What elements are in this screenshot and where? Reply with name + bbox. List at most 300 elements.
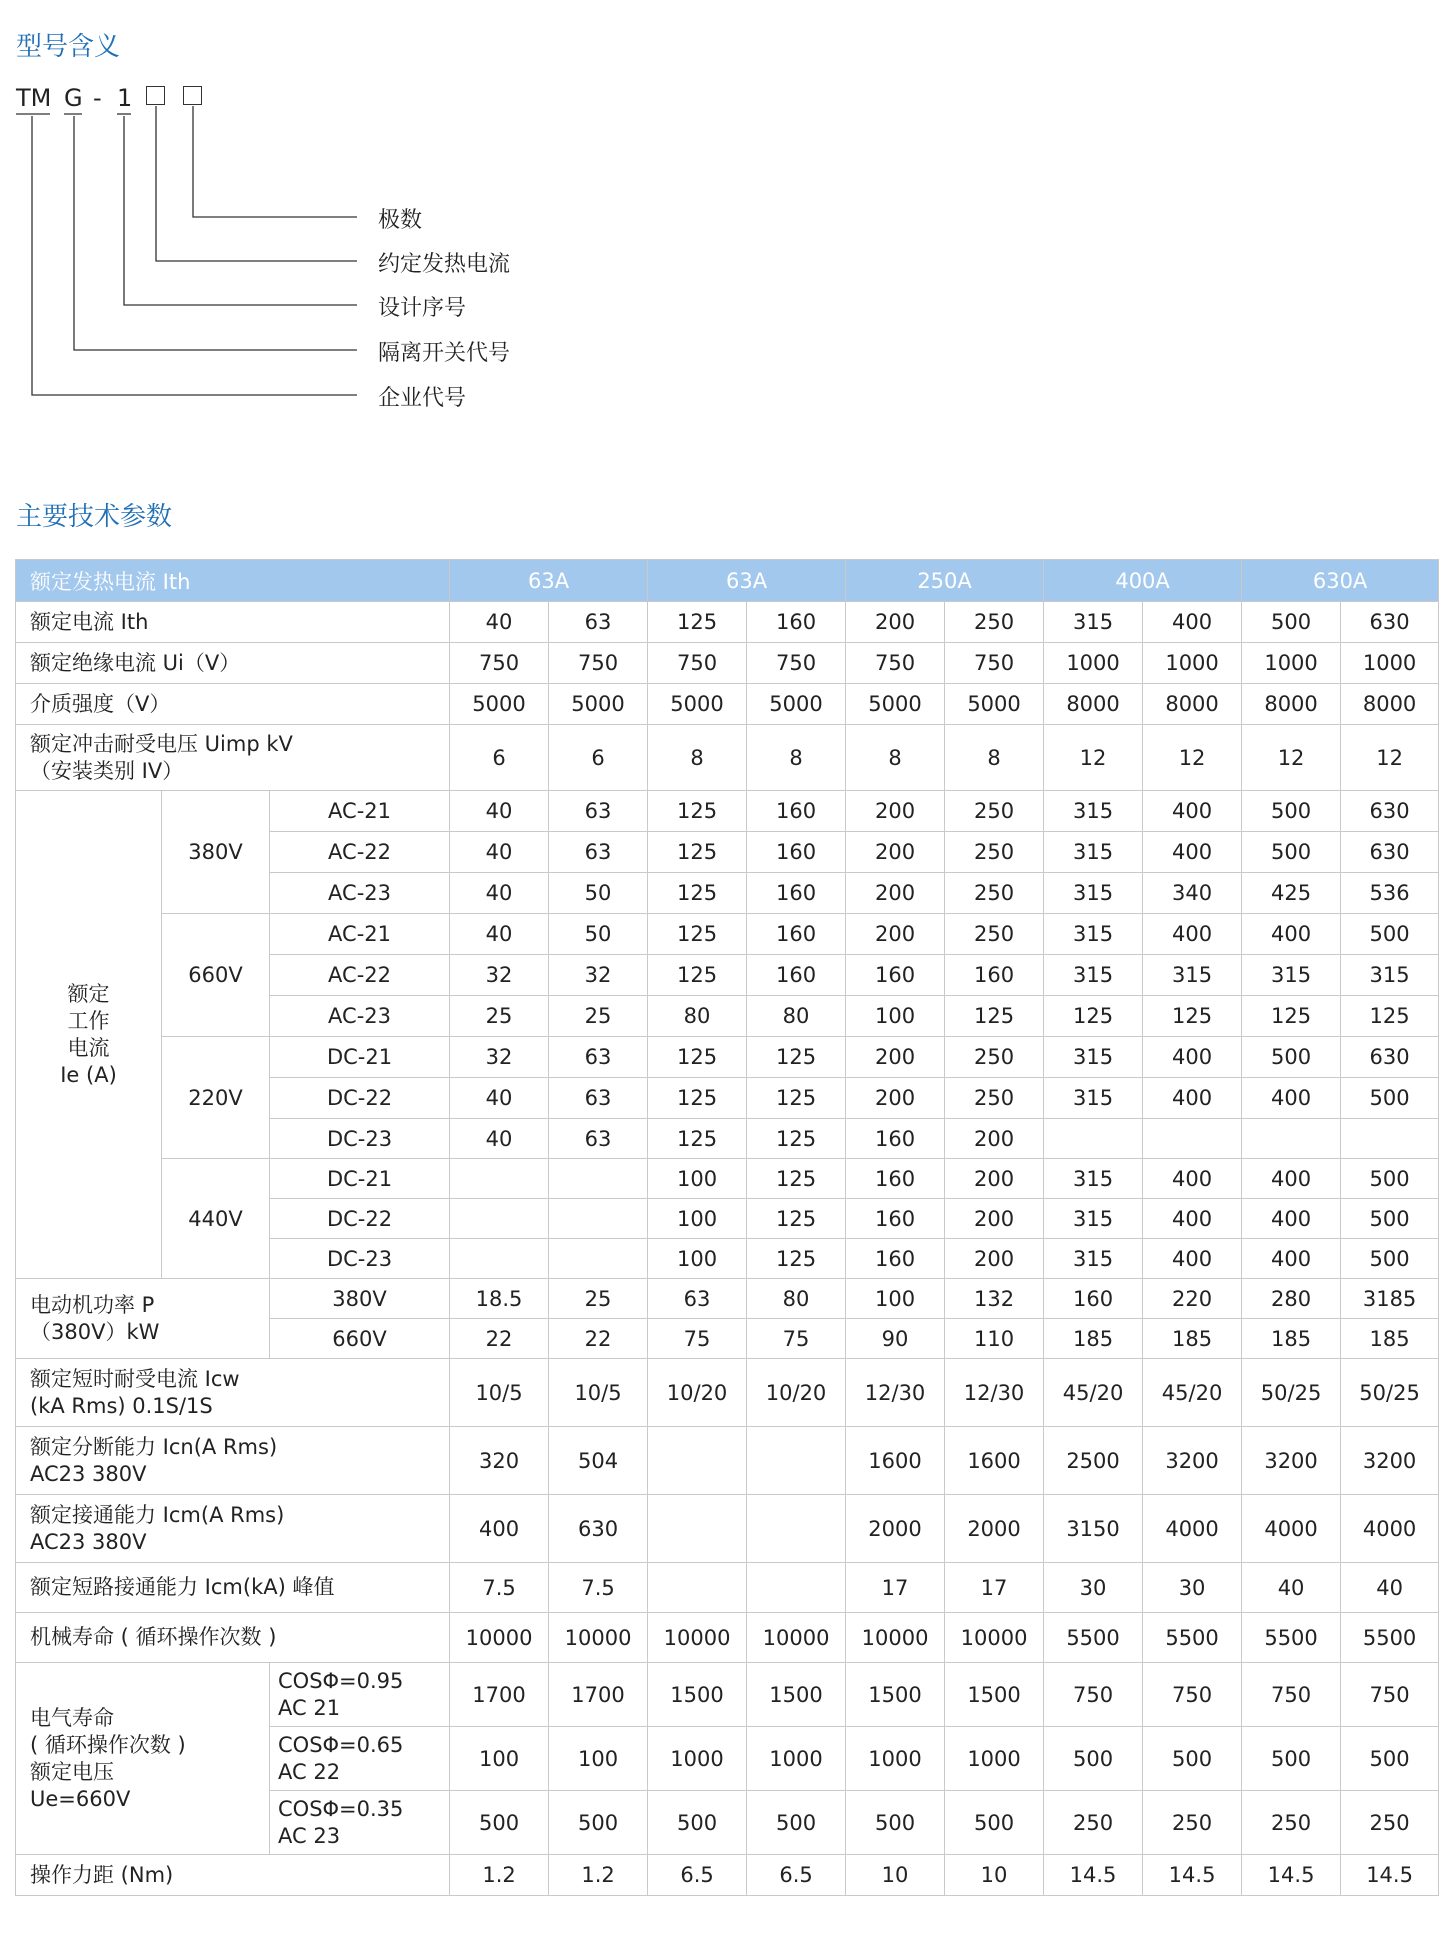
row-label-line2: （安装类别 IV） — [30, 758, 184, 783]
cell: 125 — [648, 955, 747, 996]
category-label: DC-22 — [270, 1199, 450, 1239]
cell: 160 — [747, 873, 846, 914]
condition-line: COSΦ=0.95 — [278, 1668, 404, 1693]
cell: 80 — [747, 1279, 846, 1319]
cell: 6 — [549, 725, 648, 791]
cell: 185 — [1143, 1319, 1242, 1359]
cell: 12/30 — [846, 1359, 945, 1427]
cell: 125 — [648, 602, 747, 643]
cell: 500 — [450, 1791, 549, 1855]
cell: 630 — [1341, 791, 1439, 832]
cell: 160 — [846, 1199, 945, 1239]
code-dash: - — [93, 84, 102, 112]
cell: 125 — [747, 1119, 846, 1159]
cell — [1143, 1119, 1242, 1159]
cell: 500 — [549, 1791, 648, 1855]
cell: 200 — [846, 602, 945, 643]
row-label-line1: 额定冲击耐受电压 Uimp kV — [30, 731, 293, 756]
cell: 14.5 — [1242, 1855, 1341, 1896]
cell: 160 — [747, 602, 846, 643]
cell: 40 — [450, 791, 549, 832]
cell: 200 — [846, 1078, 945, 1119]
cell: 315 — [1044, 1239, 1143, 1279]
row-label-line2: （380V）kW — [30, 1319, 160, 1344]
cell: 500 — [1242, 1037, 1341, 1078]
table-row — [16, 1427, 1439, 1495]
cell: 400 — [1143, 1159, 1242, 1199]
cell: 75 — [648, 1319, 747, 1359]
cell: 5000 — [945, 684, 1044, 725]
cell: 8 — [648, 725, 747, 791]
work-current-label — [16, 791, 162, 1279]
cell: 125 — [1143, 996, 1242, 1037]
cell: 8000 — [1044, 684, 1143, 725]
cell: 22 — [549, 1319, 648, 1359]
cell: 1500 — [846, 1663, 945, 1727]
category-label: AC-21 — [270, 791, 450, 832]
cell: 504 — [549, 1427, 648, 1495]
code-enterprise: TM — [16, 84, 52, 112]
cell — [450, 1239, 549, 1279]
cell: 500 — [1242, 791, 1341, 832]
cell: 315 — [1044, 914, 1143, 955]
cell: 1700 — [450, 1663, 549, 1727]
cell: 315 — [1143, 955, 1242, 996]
cell: 500 — [1341, 1727, 1439, 1791]
cell: 1000 — [648, 1727, 747, 1791]
cell: 125 — [648, 1037, 747, 1078]
cell: 160 — [747, 914, 846, 955]
table-row — [16, 914, 1439, 955]
cell — [450, 1199, 549, 1239]
cell: 160 — [846, 955, 945, 996]
cell: 400 — [1242, 1199, 1341, 1239]
condition-line: AC 22 — [278, 1759, 341, 1784]
cell: 17 — [945, 1563, 1044, 1613]
cell: 125 — [747, 1239, 846, 1279]
cell: 400 — [1242, 914, 1341, 955]
cell: 63 — [549, 602, 648, 643]
row-label-line1: 额定分断能力 Icn(A Rms) — [30, 1434, 278, 1459]
cell: 5500 — [1242, 1613, 1341, 1663]
cell: 8000 — [1143, 684, 1242, 725]
cell: 750 — [450, 643, 549, 684]
cell: 200 — [945, 1239, 1044, 1279]
header-group: 63A — [648, 560, 846, 602]
cell: 6.5 — [648, 1855, 747, 1896]
work-current-label-line: 工作 — [67, 1008, 110, 1033]
cell: 250 — [945, 832, 1044, 873]
cell: 750 — [648, 643, 747, 684]
cell: 8 — [945, 725, 1044, 791]
cell: 132 — [945, 1279, 1044, 1319]
cell: 125 — [747, 1037, 846, 1078]
category-label: DC-22 — [270, 1078, 450, 1119]
cell: 340 — [1143, 873, 1242, 914]
cell: 160 — [846, 1119, 945, 1159]
condition-line: AC 21 — [278, 1695, 341, 1720]
table-row — [16, 725, 1439, 791]
table-row — [16, 1563, 1439, 1613]
table-row — [16, 1279, 1439, 1319]
cell — [1341, 1119, 1439, 1159]
table-row — [16, 791, 1439, 832]
cell: 6 — [450, 725, 549, 791]
cell: 315 — [1044, 955, 1143, 996]
cell: 1.2 — [450, 1855, 549, 1896]
cell: 200 — [846, 914, 945, 955]
cell: 12 — [1044, 725, 1143, 791]
cell: 400 — [1143, 1199, 1242, 1239]
cell: 30 — [1044, 1563, 1143, 1613]
cell: 750 — [1242, 1663, 1341, 1727]
category-label: DC-21 — [270, 1037, 450, 1078]
cell: 1000 — [1143, 643, 1242, 684]
cell: 160 — [747, 791, 846, 832]
row-label-line2: AC23 380V — [30, 1529, 147, 1554]
cell: 315 — [1341, 955, 1439, 996]
header-group: 630A — [1242, 560, 1439, 602]
cell: 5000 — [549, 684, 648, 725]
table-header-row — [16, 560, 1439, 602]
cell: 315 — [1044, 1159, 1143, 1199]
cell: 125 — [648, 873, 747, 914]
cell: 18.5 — [450, 1279, 549, 1319]
cell: 40 — [450, 914, 549, 955]
row-label — [16, 725, 450, 791]
cell: 10 — [846, 1855, 945, 1896]
section-title-tech-params: 主要技术参数 — [16, 502, 173, 532]
cell: 100 — [648, 1199, 747, 1239]
cell: 500 — [1341, 1159, 1439, 1199]
cell: 63 — [549, 1078, 648, 1119]
cell: 7.5 — [549, 1563, 648, 1613]
cell: 4000 — [1143, 1495, 1242, 1563]
cell: 10000 — [846, 1613, 945, 1663]
cell: 1000 — [1341, 643, 1439, 684]
cell: 10/5 — [450, 1359, 549, 1427]
cell: 12 — [1242, 725, 1341, 791]
row-label: 机械寿命 ( 循环操作次数 ) — [16, 1613, 450, 1663]
code-isolator: G — [64, 84, 83, 112]
cell: 8 — [846, 725, 945, 791]
cell: 63 — [549, 832, 648, 873]
cell: 12/30 — [945, 1359, 1044, 1427]
cell: 7.5 — [450, 1563, 549, 1613]
cell: 250 — [945, 914, 1044, 955]
work-current-label-line: 电流 — [67, 1035, 110, 1060]
cell: 32 — [450, 1037, 549, 1078]
cell: 500 — [1242, 1727, 1341, 1791]
cell: 200 — [945, 1199, 1044, 1239]
category-label: AC-22 — [270, 832, 450, 873]
legend-rated-thermal-current: 约定发热电流 — [378, 252, 511, 277]
legend-isolator-code: 隔离开关代号 — [378, 341, 511, 366]
cell: 315 — [1242, 955, 1341, 996]
tech-params-table — [15, 559, 1439, 1896]
cell: 400 — [1143, 914, 1242, 955]
table-row — [16, 684, 1439, 725]
cell: 14.5 — [1341, 1855, 1439, 1896]
cell: 500 — [1143, 1727, 1242, 1791]
table-row — [16, 602, 1439, 643]
cell — [549, 1159, 648, 1199]
cell: 40 — [450, 873, 549, 914]
cell: 125 — [1242, 996, 1341, 1037]
cell: 2500 — [1044, 1427, 1143, 1495]
cell: 10000 — [648, 1613, 747, 1663]
row-label-line2: AC23 380V — [30, 1461, 147, 1486]
cell: 25 — [450, 996, 549, 1037]
cell: 4000 — [1242, 1495, 1341, 1563]
category-label: AC-21 — [270, 914, 450, 955]
row-label-line1: 额定短时耐受电流 Icw — [30, 1366, 240, 1391]
cell: 30 — [1143, 1563, 1242, 1613]
cell: 400 — [1242, 1239, 1341, 1279]
voltage-label: 380V — [270, 1279, 450, 1319]
cell: 100 — [648, 1159, 747, 1199]
cell: 160 — [846, 1239, 945, 1279]
condition-line: COSΦ=0.35 — [278, 1796, 404, 1821]
cell: 125 — [945, 996, 1044, 1037]
cell: 4000 — [1341, 1495, 1439, 1563]
cell: 400 — [1143, 832, 1242, 873]
cell: 12 — [1341, 725, 1439, 791]
header-group: 400A — [1044, 560, 1242, 602]
cell: 50/25 — [1242, 1359, 1341, 1427]
cell: 750 — [747, 643, 846, 684]
cell: 750 — [945, 643, 1044, 684]
cell: 315 — [1044, 1199, 1143, 1239]
cell: 500 — [1242, 602, 1341, 643]
cell: 3200 — [1341, 1427, 1439, 1495]
cell: 8000 — [1341, 684, 1439, 725]
cell: 1000 — [945, 1727, 1044, 1791]
cell: 25 — [549, 1279, 648, 1319]
cell: 750 — [846, 643, 945, 684]
voltage-label: 380V — [162, 791, 270, 914]
cell: 10/20 — [648, 1359, 747, 1427]
legend-design-serial: 设计序号 — [378, 296, 467, 321]
cell: 425 — [1242, 873, 1341, 914]
row-label-line: 电气寿命 — [30, 1705, 114, 1730]
cell: 75 — [747, 1319, 846, 1359]
cell: 10/5 — [549, 1359, 648, 1427]
row-label-line: ( 循环操作次数 ) — [30, 1732, 186, 1757]
cell: 12 — [1143, 725, 1242, 791]
cell: 220 — [1143, 1279, 1242, 1319]
cell: 200 — [846, 873, 945, 914]
cell: 100 — [648, 1239, 747, 1279]
cell: 500 — [1341, 1239, 1439, 1279]
cell: 40 — [450, 602, 549, 643]
cell: 250 — [1044, 1791, 1143, 1855]
cell: 315 — [1044, 1078, 1143, 1119]
cell: 125 — [1341, 996, 1439, 1037]
cell — [747, 1427, 846, 1495]
model-code-leader-lines — [0, 0, 380, 410]
condition-label — [270, 1791, 450, 1855]
cell: 400 — [1242, 1078, 1341, 1119]
cell: 630 — [1341, 602, 1439, 643]
cell: 125 — [747, 1159, 846, 1199]
cell: 750 — [549, 643, 648, 684]
cell: 250 — [945, 873, 1044, 914]
cell: 160 — [945, 955, 1044, 996]
cell: 100 — [846, 996, 945, 1037]
row-label-line1: 额定接通能力 Icm(A Rms) — [30, 1502, 285, 1527]
table-row — [16, 1855, 1439, 1896]
cell: 25 — [549, 996, 648, 1037]
cell: 315 — [1044, 791, 1143, 832]
cell: 125 — [747, 1199, 846, 1239]
cell: 185 — [1242, 1319, 1341, 1359]
cell: 10 — [945, 1855, 1044, 1896]
voltage-label: 440V — [162, 1159, 270, 1279]
cell: 5000 — [747, 684, 846, 725]
cell: 400 — [1143, 791, 1242, 832]
cell: 500 — [846, 1791, 945, 1855]
cell: 32 — [450, 955, 549, 996]
section-title-model-meaning: 型号含义 — [16, 32, 121, 62]
work-current-label-line: 额定 — [67, 981, 110, 1006]
row-label-line2: (kA Rms) 0.1S/1S — [30, 1393, 213, 1418]
cell: 160 — [1044, 1279, 1143, 1319]
cell: 250 — [945, 791, 1044, 832]
cell — [549, 1199, 648, 1239]
cell: 125 — [648, 832, 747, 873]
cell: 200 — [846, 832, 945, 873]
cell — [1242, 1119, 1341, 1159]
cell: 400 — [450, 1495, 549, 1563]
cell: 250 — [1242, 1791, 1341, 1855]
header-group: 250A — [846, 560, 1044, 602]
table-row — [16, 1359, 1439, 1427]
cell — [450, 1159, 549, 1199]
cell: 63 — [549, 1119, 648, 1159]
cell: 500 — [1341, 914, 1439, 955]
cell: 125 — [1044, 996, 1143, 1037]
cell — [1044, 1119, 1143, 1159]
row-label — [16, 1495, 450, 1563]
cell: 90 — [846, 1319, 945, 1359]
cell: 280 — [1242, 1279, 1341, 1319]
cell: 6.5 — [747, 1855, 846, 1896]
cell: 5500 — [1143, 1613, 1242, 1663]
cell: 3200 — [1242, 1427, 1341, 1495]
condition-line: AC 23 — [278, 1823, 341, 1848]
cell: 200 — [846, 791, 945, 832]
legend-poles: 极数 — [378, 208, 423, 233]
cell: 80 — [648, 996, 747, 1037]
cell: 400 — [1143, 1239, 1242, 1279]
cell: 500 — [1044, 1727, 1143, 1791]
legend-enterprise-code: 企业代号 — [378, 386, 467, 411]
cell: 1000 — [1242, 643, 1341, 684]
cell: 50 — [549, 914, 648, 955]
electric-life-label — [16, 1663, 270, 1855]
row-label: 操作力距 (Nm) — [16, 1855, 450, 1896]
cell: 200 — [846, 1037, 945, 1078]
cell: 500 — [1341, 1199, 1439, 1239]
cell: 536 — [1341, 873, 1439, 914]
cell: 750 — [1341, 1663, 1439, 1727]
cell: 1.2 — [549, 1855, 648, 1896]
voltage-label: 660V — [270, 1319, 450, 1359]
cell: 63 — [549, 1037, 648, 1078]
row-label: 介质强度（V） — [16, 684, 450, 725]
cell: 500 — [1341, 1078, 1439, 1119]
table-row — [16, 1495, 1439, 1563]
cell: 17 — [846, 1563, 945, 1613]
cell: 315 — [1044, 873, 1143, 914]
cell: 500 — [945, 1791, 1044, 1855]
condition-label — [270, 1727, 450, 1791]
cell: 5000 — [450, 684, 549, 725]
table-row — [16, 1613, 1439, 1663]
cell: 500 — [1242, 832, 1341, 873]
cell: 1600 — [846, 1427, 945, 1495]
cell: 63 — [648, 1279, 747, 1319]
cell: 5500 — [1341, 1613, 1439, 1663]
cell: 1000 — [747, 1727, 846, 1791]
cell — [747, 1563, 846, 1613]
cell: 3200 — [1143, 1427, 1242, 1495]
category-label: AC-23 — [270, 996, 450, 1037]
cell: 185 — [1341, 1319, 1439, 1359]
cell: 32 — [549, 955, 648, 996]
cell: 1000 — [1044, 643, 1143, 684]
cell: 400 — [1143, 1078, 1242, 1119]
cell: 45/20 — [1044, 1359, 1143, 1427]
cell: 10000 — [945, 1613, 1044, 1663]
voltage-label: 660V — [162, 914, 270, 1037]
cell: 50/25 — [1341, 1359, 1439, 1427]
cell: 315 — [1044, 1037, 1143, 1078]
table-row — [16, 1037, 1439, 1078]
cell: 750 — [1044, 1663, 1143, 1727]
cell — [549, 1239, 648, 1279]
row-label — [16, 1427, 450, 1495]
header-label: 额定发热电流 Ith — [16, 560, 450, 602]
cell: 320 — [450, 1427, 549, 1495]
cell: 22 — [450, 1319, 549, 1359]
cell: 3150 — [1044, 1495, 1143, 1563]
cell: 500 — [747, 1791, 846, 1855]
cell: 40 — [1242, 1563, 1341, 1613]
cell: 50 — [549, 873, 648, 914]
cell: 200 — [945, 1119, 1044, 1159]
cell — [648, 1495, 747, 1563]
cell: 630 — [1341, 1037, 1439, 1078]
row-label: 额定绝缘电流 Ui（V） — [16, 643, 450, 684]
cell: 45/20 — [1143, 1359, 1242, 1427]
cell: 250 — [945, 1037, 1044, 1078]
row-label: 额定电流 Ith — [16, 602, 450, 643]
condition-label — [270, 1663, 450, 1727]
cell: 315 — [1044, 832, 1143, 873]
category-label: DC-23 — [270, 1239, 450, 1279]
cell — [747, 1495, 846, 1563]
cell: 315 — [1044, 602, 1143, 643]
cell: 250 — [945, 602, 1044, 643]
work-current-label-line: Ie (A) — [60, 1062, 117, 1087]
cell: 1600 — [945, 1427, 1044, 1495]
cell: 100 — [450, 1727, 549, 1791]
table-row — [16, 1663, 1439, 1727]
voltage-label: 220V — [162, 1037, 270, 1159]
cell: 40 — [1341, 1563, 1439, 1613]
